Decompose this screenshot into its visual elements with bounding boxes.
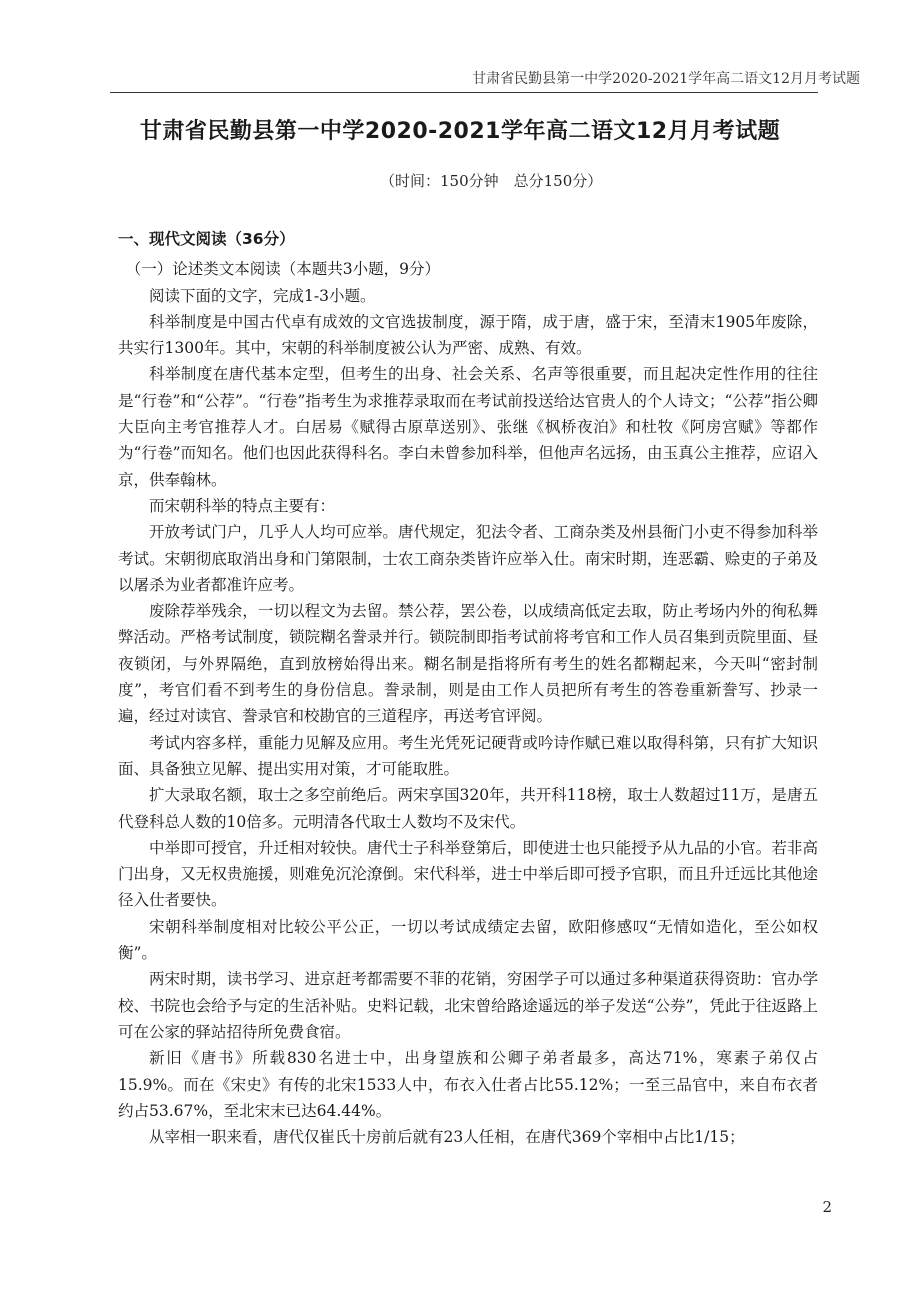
paragraph: 开放考试门户，几乎人人均可应举。唐代规定，犯法令者、工商杂类及州县衙门小吏不得参加科举考试。宋朝彻底取消出身和门第限制，士农工商杂类皆许应举入仕。南宋时期，连恶霸、赊吏的子弟及以屠杀为业者都准许应考。 (118, 523, 818, 594)
paragraph-instruction: 阅读下面的文字，完成1-3小题。 (149, 286, 376, 305)
paragraph: 废除荐举残余，一切以程文为去留。禁公荐，罢公卷，以成绩高低定去取，防止考场内外的徇私舞弊活动。严格考试制度，锁院糊名誊录并行。锁院制即指考试前将考官和工作人员召集到贡院里面、昼夜锁闭，与外界隔绝，直到放榜始得出来。糊名制是指将所有考生的姓名都糊起来，今天叫“密封制度”，考官们看不到考生的身份信息。誊录制，则是由工作人员把所有考生的答卷重新誊写、抄录一遍，经过对读官、誊录官和校勘官的三道程序，再送考官评阅。 (118, 602, 818, 726)
paragraph: 中举即可授官，升迁相对较快。唐代士子科举登第后，即使进士也只能授予从九品的小官。若非高门出身，又无权贵施援，则难免沉沦潦倒。宋代科举，进士中举后即可授予官职，而且升迁远比其他途径入仕者要快。 (118, 838, 818, 910)
paragraph: 而宋朝科举的特点主要有： (149, 496, 336, 515)
sub-heading: （一）论述类文本阅读（本题共3小题，9分） (125, 260, 440, 279)
paragraph: 新旧《唐书》所载830名进士中，出身望族和公卿子弟者最多，高达71%，寒素子弟仅占15.9%。而在《宋史》有传的北宋1533人中，布衣入仕者占比55.12%；一至三品官中，来自布衣者约占53.67%，至北宋末已达64.44%。 (118, 1049, 818, 1120)
paragraph: 扩大录取名额，取士之多空前绝后。两宋享国320年，共开科118榜，取士人数超过11万，是唐五代登科总人数的10倍多。元明清各代取士人数均不及宋代。 (118, 786, 818, 831)
paragraph: 科举制度在唐代基本定型，但考生的出身、社会关系、名声等很重要，而且起决定性作用的往往是“行卷”和“公荐”。“行卷”指考生为求推荐录取而在考试前投送给达官贵人的个人诗文；“公荐”指公卿大臣向主考官推荐人才。白居易《赋得古原草送别》、张继《枫桥夜泊》和杜牧《阿房宫赋》等都作为“行卷”而知名。他们也因此获得科名。李白未曾参加科举，但他声名远扬，由玉真公主推荐，应诏入京，供奉翰林。 (118, 365, 818, 489)
exam-time-note: （时间：150分钟 总分150分） (380, 172, 603, 190)
running-header: 甘肃省民勤县第一中学2020-2021学年高二语文12月月考试题 (472, 71, 860, 87)
section-heading: 一、现代文阅读（36分） (118, 230, 295, 248)
document-body (118, 226, 818, 1150)
paragraph: 宋朝科举制度相对比较公平公正，一切以考试成绩定去留，欧阳修感叹“无情如造化，至公如权衡”。 (118, 917, 818, 963)
document-title: 甘肃省民勤县第一中学2020-2021学年高二语文12月月考试题 (139, 119, 781, 144)
paragraph: 两宋时期，读书学习、进京赶考都需要不菲的花销，穷困学子可以通过多种渠道获得资助：官办学校、书院也会给予与定的生活补贴。史料记载，北宋曾给路途遥远的举子发送“公券”，凭此于往返路上可在公家的驿站招待所免费食宿。 (118, 970, 818, 1041)
paragraph: 从宰相一职来看，唐代仅崔氏十房前后就有23人任相，在唐代369个宰相中占比1/15； (149, 1128, 745, 1147)
page-number: 2 (822, 1198, 832, 1216)
header-divider (110, 92, 818, 93)
paragraph: 科举制度是中国古代卓有成效的文官选拔制度，源于隋，成于唐，盛于宋，至清末1905年废除，共实行1300年。其中，宋朝的科举制度被公认为严密、成熟、有效。 (118, 312, 818, 358)
paragraph: 考试内容多样，重能力见解及应用。考生光凭死记硬背或吟诗作赋已难以取得科第，只有扩大知识面、具备独立见解、提出实用对策，才可能取胜。 (118, 733, 818, 778)
